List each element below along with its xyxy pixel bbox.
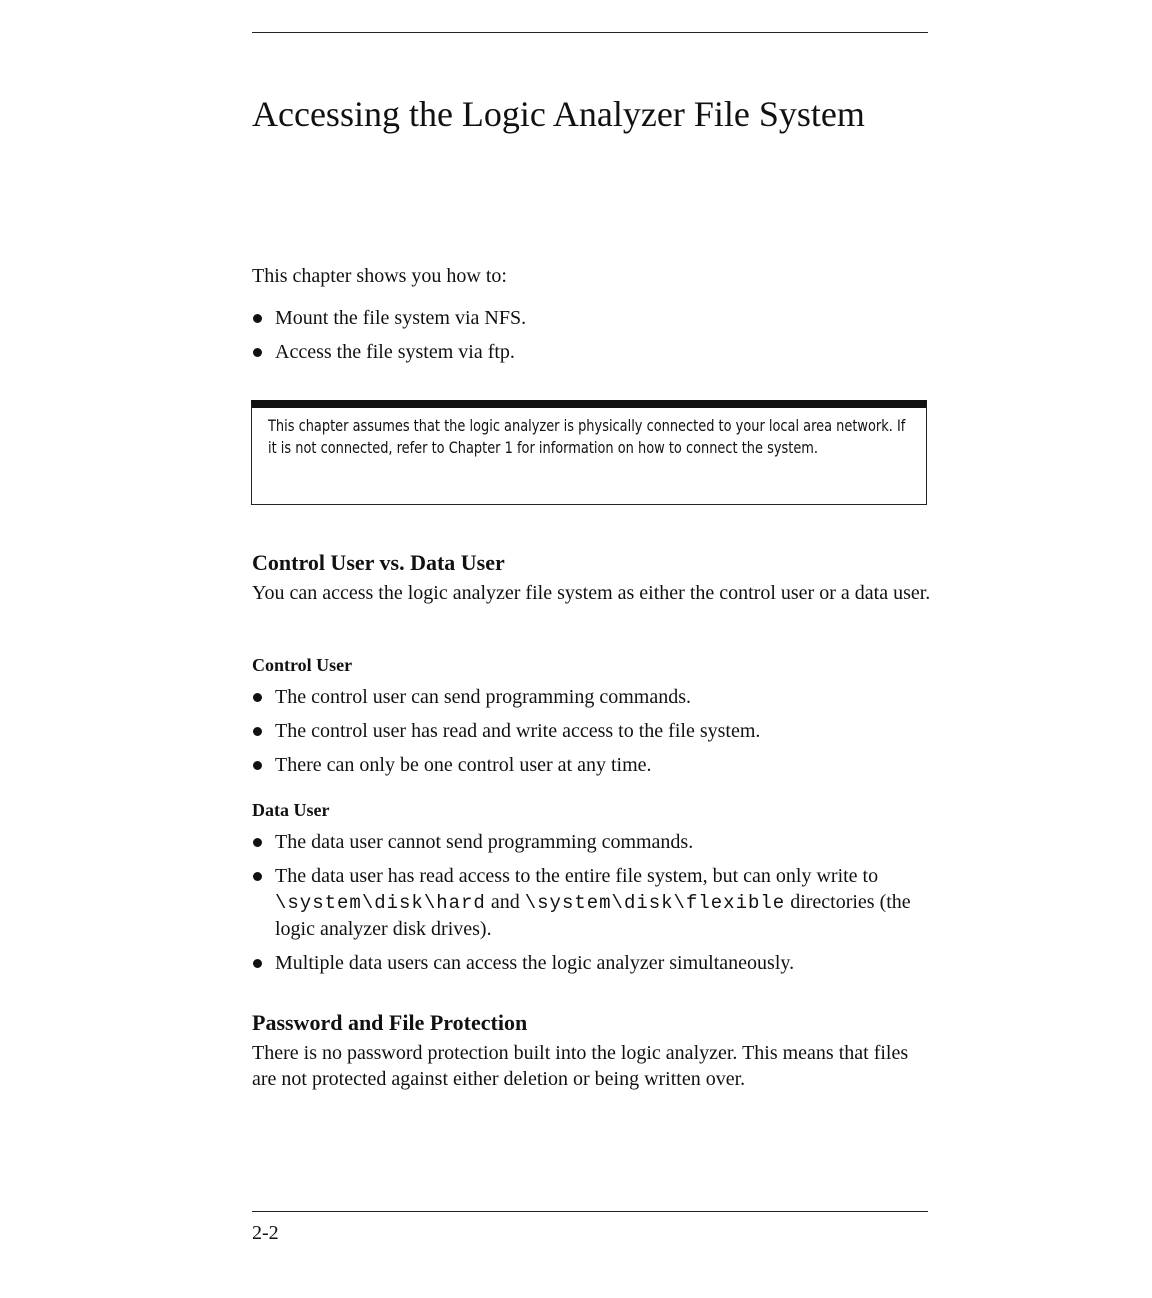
bullet-icon xyxy=(253,761,262,770)
subheading-control-user: Control User xyxy=(252,655,353,675)
list-item: Access the file system via ftp. xyxy=(252,339,932,365)
bottom-rule xyxy=(252,1211,928,1212)
bullet-icon xyxy=(253,727,262,736)
page-number: 2-2 xyxy=(252,1222,279,1244)
list-item: The control user has read and write access to the file system. xyxy=(252,718,932,744)
intro-text: This chapter shows you how to: xyxy=(252,265,507,287)
bullet-icon xyxy=(253,693,262,702)
bullet-icon xyxy=(253,838,262,847)
section-paragraph: There is no password protection built into the logic analyzer. This means that files are not protected against either deletion or being written over. xyxy=(252,1042,909,1090)
section-heading-control-vs-data: Control User vs. Data User xyxy=(252,550,505,575)
note-box xyxy=(251,400,927,505)
section-paragraph: You can access the logic analyzer file system as either the control user or a data user. xyxy=(252,582,931,604)
section-heading-password: Password and File Protection xyxy=(252,1010,528,1035)
list-item: The data user cannot send programming commands. xyxy=(252,829,932,855)
list-item: Multiple data users can access the logic analyzer simultaneously. xyxy=(252,950,932,976)
list-item: The control user can send programming commands. xyxy=(252,684,932,710)
path-hard: \system\disk\hard xyxy=(275,892,486,914)
page-title: Accessing the Logic Analyzer File System xyxy=(252,94,865,134)
top-rule xyxy=(252,32,928,33)
list-item: Mount the file system via NFS. xyxy=(252,305,932,331)
bullet-icon xyxy=(253,872,262,881)
bullet-icon xyxy=(253,314,262,323)
note-text: This chapter assumes that the logic analyzer is physically connected to your local area network. If it is not connected, refer to Chapter 1 for information on how to connect the system. xyxy=(268,416,906,457)
list-item: There can only be one control user at any time. xyxy=(252,752,932,778)
bullet-icon xyxy=(253,348,262,357)
path-flexible: \system\disk\flexible xyxy=(524,892,786,914)
data-user-list xyxy=(252,829,932,984)
bullet-icon xyxy=(253,959,262,968)
intro-bullet-list xyxy=(252,305,932,373)
control-user-list xyxy=(252,684,932,786)
list-item: The data user has read access to the entire file system, but can only write to \system\disk\hard and \system\disk\flexible directories (the logic analyzer disk drives). xyxy=(252,863,932,942)
subheading-data-user: Data User xyxy=(252,800,330,820)
